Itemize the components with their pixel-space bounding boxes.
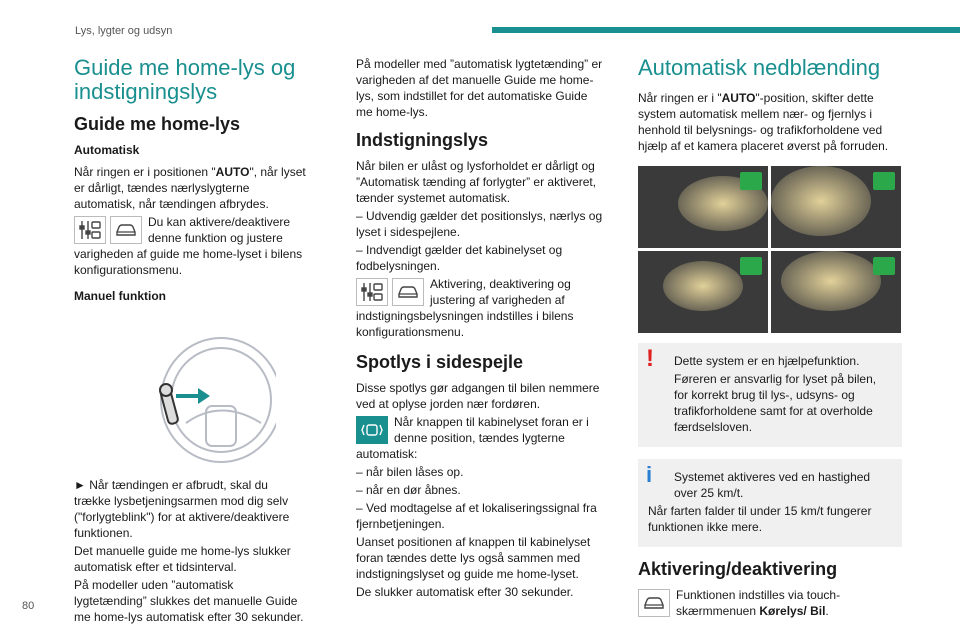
column-1 [74,56,306,627]
auto-dimming-text: Når ringen er i "AUTO"-position, skifter dette system automatisk mellem nær- og fjernlys i henhold til belysnings- og trafikforholdene ved hjælp af et kamera placeret øverst på forruden. [638,91,889,153]
settings-sliders-icon [356,278,388,306]
column-2 [356,56,606,602]
auto-dimming-illustrations [638,166,901,333]
illustration-low-beam-oncoming [638,166,768,248]
illustration-low-beam-following [638,251,768,333]
header-accent-bar [492,27,960,33]
section-title: Guide me home-lys og indstigningslys [74,55,296,104]
column-3 [638,56,902,621]
warning-icon: ! [646,345,654,372]
cabin-light-icon-wrap [356,416,388,444]
manual-text-1: ► Når tændingen er afbrudt, skal du trække lysbetjeningsarmen mod dig selv ("forlygteblink") for at aktivere/deaktivere funktionen. [74,478,290,540]
page-number: 80 [22,600,35,612]
info-note: i Systemet aktiveres ved en hastighed over 25 km/t. Når farten falder til under 15 km/t fungerer funktionen ikke mere. [638,459,902,547]
spot-list-2: – når en dør åbnes. [356,483,461,497]
auto-high-beam-icon [740,172,762,190]
subsection-spotlys: Spotlys i sidespejle [356,352,524,372]
subsection-guide-me-home: Guide me home-lys [74,114,241,134]
illustration-high-beam [771,166,901,248]
steering-wheel-illustration [126,328,276,463]
ind-text-1: Når bilen er ulåst og lysforholdet er dårligt og ”Automatisk tænding af forlygter” er aktiveret, tænder systemet automatisk. [356,159,597,205]
car-icon [638,589,670,617]
header-section-title: Lys, lygter og udsyn [75,25,173,37]
info-icon: i [646,462,653,487]
ind-settings-icons [356,278,424,306]
icons-description: Du kan aktivere/deaktivere denne funktion og justere varigheden af guide me home-lyset i bilens konfigurationsmenu. [74,215,303,277]
auto-high-beam-icon [740,257,762,275]
act-icon-wrap [638,589,670,617]
manual-text-3: På modeller uden ”automatisk lygtetænding” slukkes det manuelle Guide me home-lys automatisk efter 30 sekunder. [74,578,304,624]
automatic-heading: Automatisk [74,143,140,157]
activation-text: Funktionen indstilles via touch-skærmmenuen Kørelys/ Bil. [676,588,841,618]
automatic-text: Når ringen er i positionen "AUTO", når lyset er dårligt, tændes nærlyslygterne automatisk, når tændingen afbrydes. [74,165,306,211]
cabin-light-button-icon [356,416,388,444]
manual-heading: Manuel funktion [74,289,166,303]
spot-list-1: – når bilen låses op. [356,465,464,479]
car-icon [110,216,142,244]
subsection-indstigningslys: Indstigningslys [356,130,489,150]
spot-text-1: Disse spotlys gør adgangen til bilen nemmere ved at oplyse jorden nær fordøren. [356,381,600,411]
auto-dimming-title: Automatisk nedblænding [638,55,881,80]
spot-icon-description: Når knappen til kabinelyset foran er i denne position, tændes lygterne automatisk: [356,415,589,461]
subsection-activation: Aktivering/deaktivering [638,559,838,579]
spot-text-2: Uanset positionen af knappen til kabinelyset foran tændes dette lys også sammen med indstigningslyset og guide me home-lyset. [356,535,591,581]
settings-icons [74,216,142,244]
ind-text-3: – Indvendigt gælder det kabinelyset og fodbelysningen. [356,243,563,273]
auto-high-beam-icon [873,257,895,275]
auto-high-beam-icon [873,172,895,190]
ind-text-2: – Udvendig gælder det positionslys, nærlys og lyset i sidespejlene. [356,209,603,239]
intro-text: På modeller med ”automatisk lygtetænding” er varigheden af det manuelle Guide me home-lys, som indstillet for det automatiske Guide me home-lys. [356,57,603,119]
illustration-high-beam-clear [771,251,901,333]
manual-text-2: Det manuelle guide me home-lys slukker automatisk efter et tidsinterval. [74,544,291,574]
spot-text-3: De slukker automatisk efter 30 sekunder. [356,585,574,599]
ind-icons-description: Aktivering, deaktivering og justering af varigheden af indstigningsbelysningen indstilles i bilens konfigurationsmenu. [356,277,574,339]
warning-note: ! Dette system er en hjælpefunktion. Føreren er ansvarlig for lyset på bilen, for korrekt brug til lys-, udsyns- og trafikforholdene samt for at overholde færdselsloven. [638,343,902,447]
spot-list-3: – Ved modtagelse af et lokaliseringssignal fra fjernbetjeningen. [356,501,597,531]
settings-sliders-icon [74,216,106,244]
car-icon [392,278,424,306]
